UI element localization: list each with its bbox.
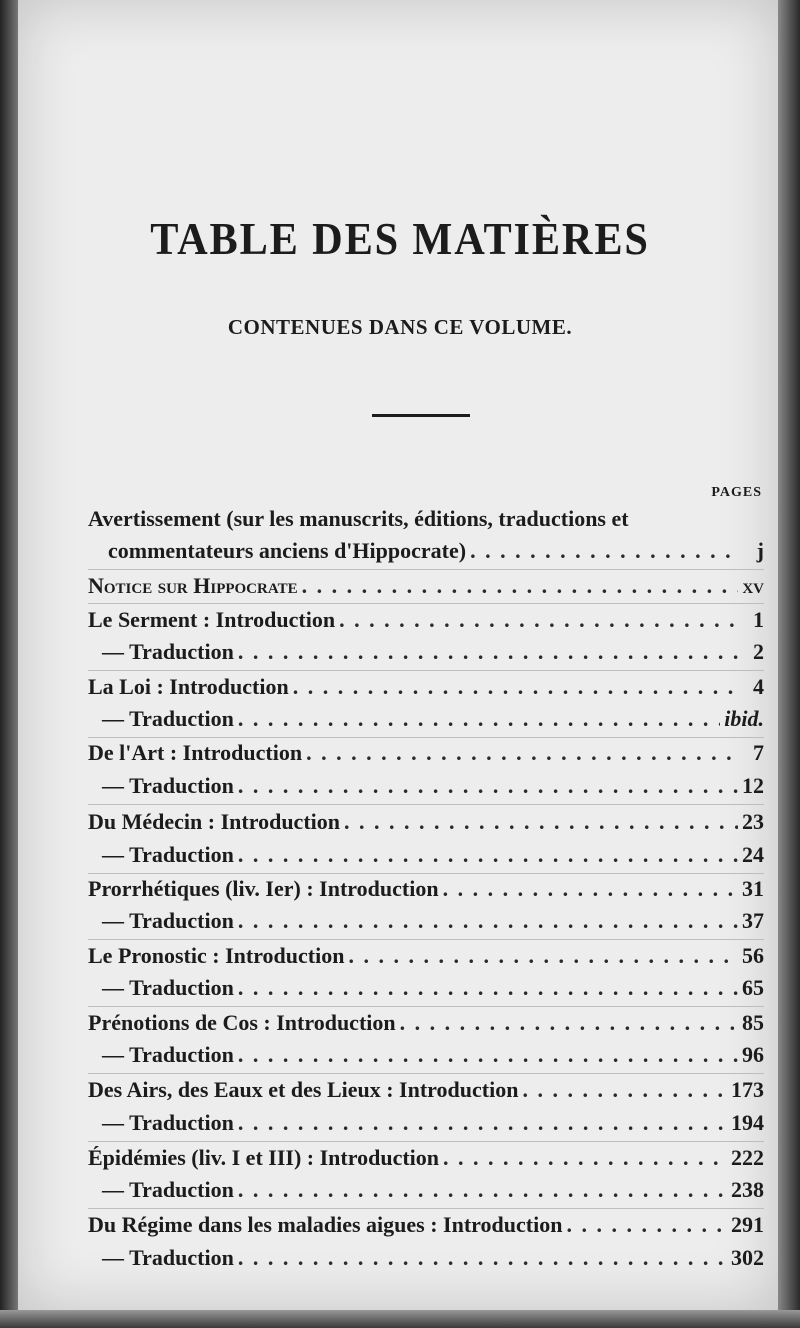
page-edge-left	[0, 0, 18, 1328]
toc-entry: Prorrhétiques (liv. Ier) : Introduction . . . 31	[88, 876, 764, 906]
toc-entry: — Traduction . . . 302	[102, 1245, 764, 1275]
toc-entry: Du Médecin : Introduction . . . 23	[88, 809, 764, 839]
toc-entry: Du Régime dans les maladies aigues : Introduction . . . 291	[88, 1212, 764, 1242]
toc-entry: Prénotions de Cos : Introduction . . . 85	[88, 1010, 764, 1040]
toc-entry: — Traduction . . . ibid.	[102, 706, 764, 736]
divider	[88, 1006, 764, 1007]
toc-entry: — Traduction . . . 37	[102, 908, 764, 938]
toc-entry: — Traduction . . . 65	[102, 975, 764, 1005]
toc-entry-page: 56	[742, 943, 764, 968]
toc-entry-page: 24	[742, 842, 764, 867]
toc-entry: Le Serment : Introduction . . . 1	[88, 607, 764, 637]
toc-entry-page: 23	[742, 809, 764, 834]
divider	[88, 1141, 764, 1142]
toc-entry: — Traduction . . . 238	[102, 1177, 764, 1207]
toc-entry-page: 4	[753, 674, 764, 699]
toc-entry-page: 302	[731, 1245, 764, 1270]
page-edge-right	[778, 0, 800, 1328]
toc-entry: — Traduction . . . 24	[102, 842, 764, 872]
toc-entry-page: 222	[731, 1145, 764, 1170]
toc-entry-avertissement-line2	[108, 538, 764, 568]
toc-entry: La Loi : Introduction . . . 4	[88, 674, 764, 704]
toc-entry-page: 2	[753, 639, 764, 664]
divider	[88, 939, 764, 940]
toc-entry-page: 173	[731, 1077, 764, 1102]
page-subtitle: CONTENUES DANS CE VOLUME.	[227, 315, 573, 339]
toc-entry-page: 194	[731, 1110, 764, 1135]
toc-entry-label: commentateurs anciens d'Hippocrate)	[108, 538, 467, 563]
toc-entry-page: xv	[742, 573, 764, 598]
toc-entry-page: 7	[753, 740, 764, 765]
toc-entry-page: 96	[742, 1042, 764, 1067]
toc-entry-page: 85	[742, 1010, 764, 1035]
divider	[88, 873, 764, 874]
toc-entry: — Traduction . . . 2	[102, 639, 764, 669]
divider	[88, 1073, 764, 1074]
toc-entry: — Traduction . . . 194	[102, 1110, 764, 1140]
title-rule	[372, 414, 470, 417]
toc-entry-page: 65	[742, 975, 764, 1000]
divider	[88, 804, 764, 805]
toc-entry-label: Avertissement (sur les manuscrits, éditions, traductions et	[88, 506, 629, 531]
divider	[88, 670, 764, 671]
toc-entry-page: 31	[742, 876, 764, 901]
toc-entry: De l'Art : Introduction . . . 7	[88, 740, 764, 770]
page-title: TABLE DES MATIÈRES	[150, 213, 650, 264]
toc-entry-page: 12	[742, 773, 764, 798]
toc-entry-page: 37	[742, 908, 764, 933]
divider	[88, 737, 764, 738]
toc-entry: — Traduction . . . 96	[102, 1042, 764, 1072]
divider	[88, 603, 764, 604]
toc-entry-page: ibid.	[724, 706, 764, 731]
toc-entry-page: j	[756, 538, 764, 563]
toc-entry-page: 1	[753, 607, 764, 632]
toc-entry: Des Airs, des Eaux et des Lieux : Introduction . . . 173	[88, 1077, 764, 1107]
toc-entry: — Traduction . . . 12	[102, 773, 764, 803]
divider	[88, 1208, 764, 1209]
toc-entry-page: 238	[731, 1177, 764, 1202]
pages-column-header: PAGES	[711, 485, 762, 500]
page-edge-bottom	[0, 1310, 800, 1328]
toc-entry: Notice sur Hippocrate . . . xv	[88, 573, 764, 603]
toc-entry-page: 291	[731, 1212, 764, 1237]
toc-entry: Épidémies (liv. I et III) : Introduction . . . 222	[88, 1145, 764, 1175]
toc-entry: Le Pronostic : Introduction . . . 56	[88, 943, 764, 973]
divider	[88, 569, 764, 570]
toc-entry-avertissement-line1	[88, 506, 764, 536]
